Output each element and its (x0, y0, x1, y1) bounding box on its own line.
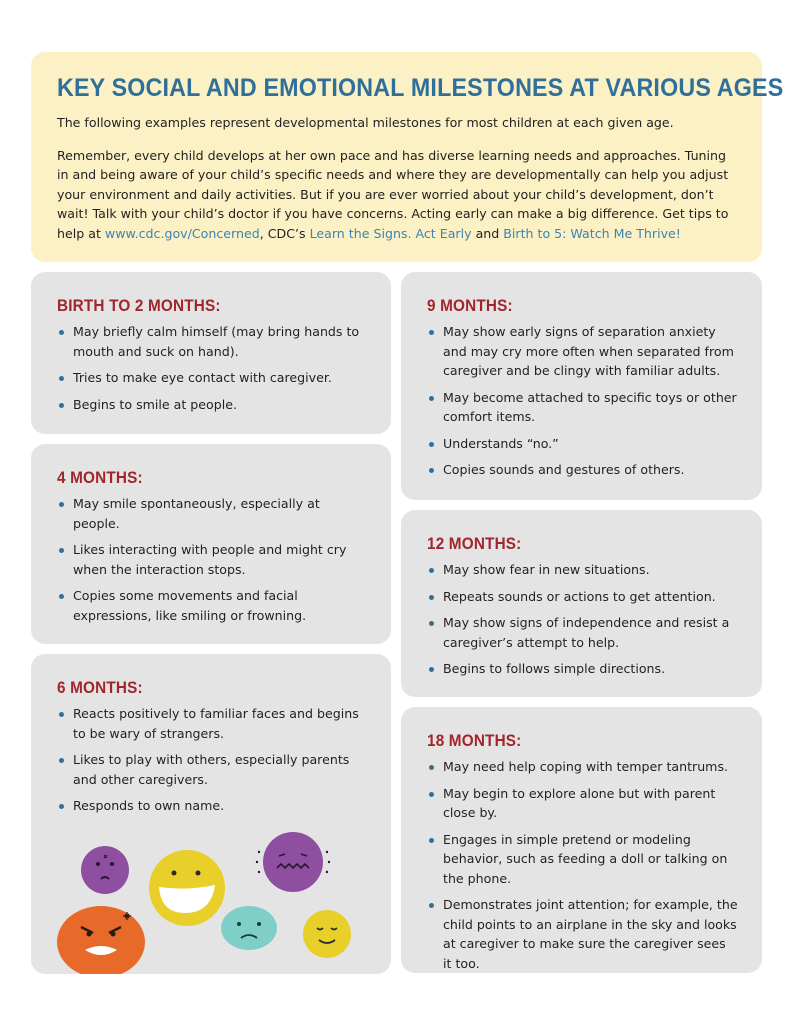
card-18-months (401, 707, 762, 973)
list-item: May show early signs of separation anxiety and may cry more often when separated from caregiver and be clingy with familiar adults. (427, 322, 738, 381)
card-heading: 12 MONTHS: (427, 534, 522, 553)
milestone-list (427, 322, 738, 480)
card-heading: 6 MONTHS: (57, 678, 143, 697)
list-item: Begins to smile at people. (57, 395, 367, 415)
milestone-list (427, 757, 738, 973)
list-item: May show fear in new situations. (427, 560, 738, 580)
list-item: Tries to make eye contact with caregiver. (57, 368, 367, 388)
list-item: May show signs of independence and resist a caregiver’s attempt to help. (427, 613, 738, 652)
intro-panel (31, 52, 784, 262)
list-item: May smile spontaneously, especially at people. (57, 494, 367, 533)
card-heading: 18 MONTHS: (427, 731, 522, 750)
milestone-list (427, 560, 738, 679)
card-heading: 4 MONTHS: (57, 468, 143, 487)
laughing-face-icon (149, 850, 225, 926)
list-item: Demonstrates joint attention; for example, the child points to an airplane in the sky and looks at caregiver to make sure the caregiver sees it too. (427, 895, 738, 973)
list-item: May briefly calm himself (may bring hands to mouth and suck on hand). (57, 322, 367, 361)
worried-face-icon (221, 906, 277, 950)
nervous-face-icon (256, 832, 330, 892)
milestone-list (57, 322, 367, 414)
page-title: KEY SOCIAL AND EMOTIONAL MILESTONES AT VARIOUS AGES (57, 74, 784, 102)
list-item: May become attached to specific toys or other comfort items. (427, 388, 738, 427)
intro-body (57, 146, 736, 244)
card-birth-to-2-months (31, 272, 391, 434)
list-item: Copies sounds and gestures of others. (427, 460, 738, 480)
content-face-icon (303, 910, 351, 958)
list-item: May begin to explore alone but with parent close by. (427, 784, 738, 823)
link-learn-the-signs[interactable]: Learn the Signs. Act Early (309, 225, 472, 241)
sad-face-icon (81, 846, 129, 894)
list-item: Likes to play with others, especially parents and other caregivers. (57, 750, 367, 789)
list-item: Responds to own name. (57, 796, 367, 816)
milestone-list (57, 704, 367, 816)
list-item: Repeats sounds or actions to get attention. (427, 587, 738, 607)
card-4-months (31, 444, 391, 644)
intro-subtitle: The following examples represent developmental milestones for most children at each given age. (57, 115, 674, 130)
card-6-months (31, 654, 391, 974)
list-item: Engages in simple pretend or modeling behavior, such as feeding a doll or talking on the phone. (427, 830, 738, 889)
angry-face-icon (57, 906, 145, 974)
list-item: Begins to follows simple directions. (427, 659, 738, 679)
card-heading: BIRTH TO 2 MONTHS: (57, 296, 221, 315)
intro-connector-2: and (471, 225, 504, 241)
card-9-months (401, 272, 762, 500)
list-item: May need help coping with temper tantrums. (427, 757, 738, 777)
card-heading: 9 MONTHS: (427, 296, 513, 315)
link-birth-to-5[interactable]: Birth to 5: Watch Me Thrive! (503, 225, 681, 241)
milestone-list (57, 494, 367, 625)
card-12-months (401, 510, 762, 697)
intro-connector-1: , CDC’s (259, 225, 310, 241)
list-item: Likes interacting with people and might cry when the interaction stops. (57, 540, 367, 579)
link-cdc-concerned[interactable]: www.cdc.gov/Concerned (104, 225, 260, 241)
list-item: Understands “no.” (427, 434, 738, 454)
list-item: Copies some movements and facial expressions, like smiling or frowning. (57, 586, 367, 625)
list-item: Reacts positively to familiar faces and begins to be wary of strangers. (57, 704, 367, 743)
intro-body-text: Remember, every child develops at her own pace and has diverse learning needs and approaches. Tuning in and being aware of your child’s specific needs and where they are developmentally can help you adjust your environment and daily activities. But if you are ever worried about your child’s development, don’t wait! Talk with your child’s doctor if you have concerns. Acting early can make a big difference. Get tips to help at (57, 147, 729, 241)
emotion-faces-illustration (31, 824, 391, 974)
